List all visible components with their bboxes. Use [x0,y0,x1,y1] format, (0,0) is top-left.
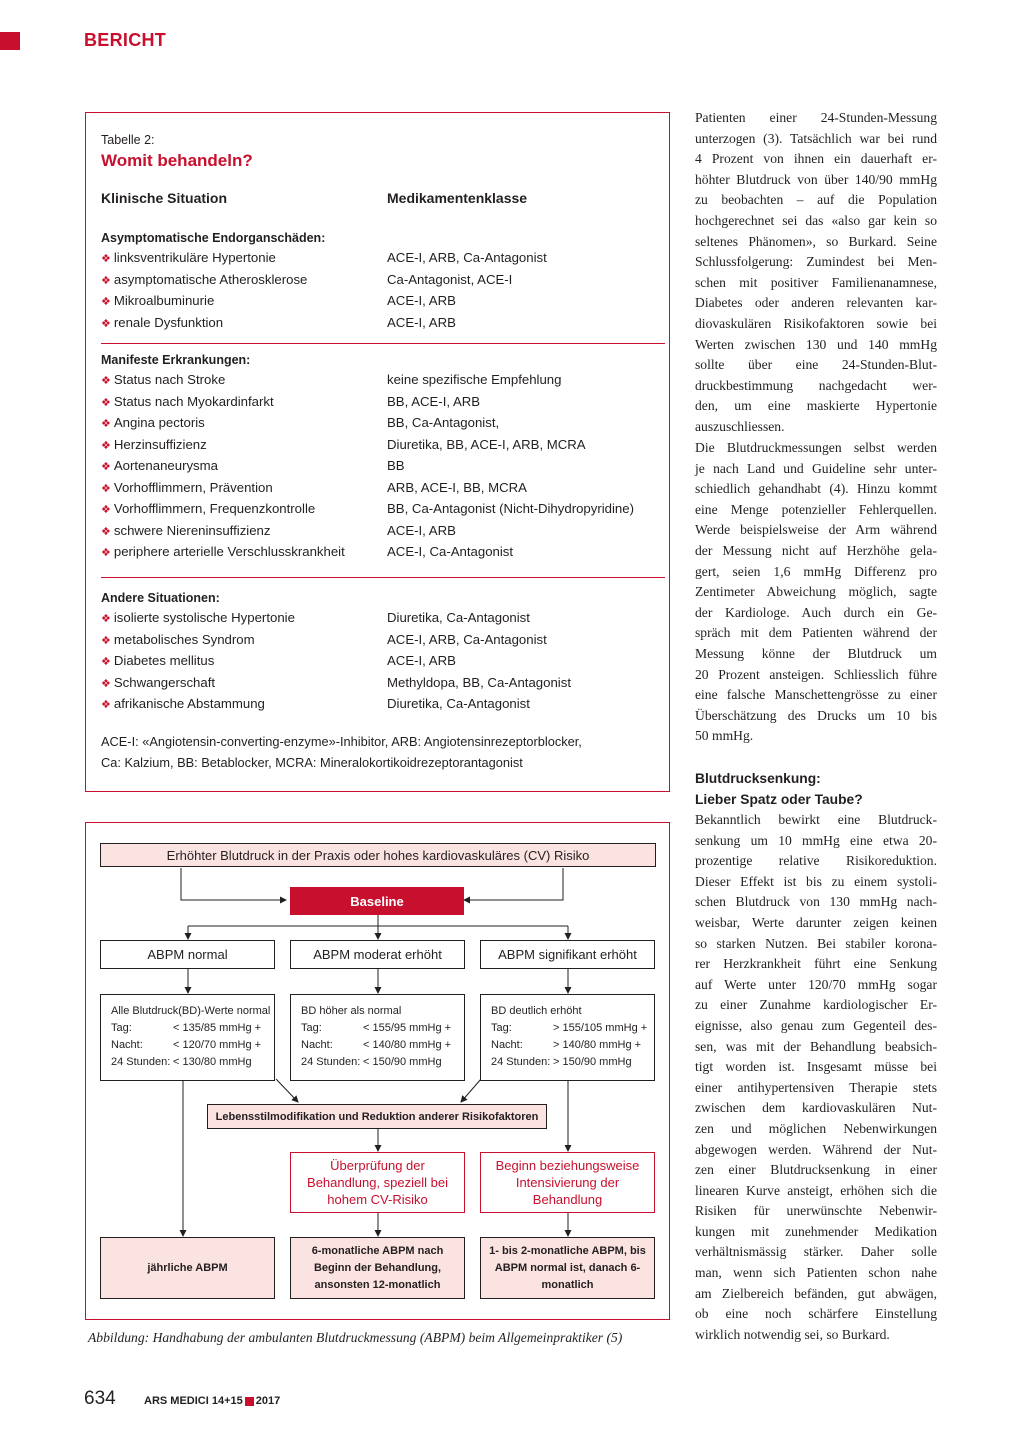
situation-text: afrikanische Abstammung [113,696,265,711]
table-row [101,415,661,436]
criteria-key: Tag: [111,1022,132,1034]
divider [101,343,665,344]
subheading [695,768,863,810]
criteria-key: Nacht: [301,1039,333,1051]
bullet-icon: ❖ [101,396,111,409]
table-row [101,544,661,565]
situation-cell [101,610,295,625]
situation-text: schwere Niereninsuffizienz [113,522,271,538]
text-line: sollte über eine 24-Stunden-Blut- [695,357,937,373]
drug-class-cell: Ca-Antagonist, ACE-I [387,271,513,287]
table-row [101,501,661,522]
drug-class-cell: ACE-I, Ca-Antagonist [387,544,514,559]
text-line: auszuschliessen. [695,418,785,434]
situation-cell [101,315,223,330]
text-line: Die Blutdruckmessungen selbst werden [695,440,937,455]
criteria-title: BD deutlich erhöht [491,1005,582,1017]
criteria-key: 24 Stunden: [491,1056,551,1068]
situation-text: Status nach Myokardinfarkt [113,393,274,409]
body-paragraph-1 [695,108,937,438]
drug-class-cell: ARB, ACE-I, BB, MCRA [387,479,527,495]
criteria-value: < 120/70 mmHg + [173,1039,262,1051]
journal-square [245,1397,254,1406]
text-line: Messung könne der Blutdruck um [695,645,937,661]
table-row [101,632,661,653]
drug-class-cell: Diuretika, BB, ACE-I, ARB, MCRA [387,436,586,452]
bullet-icon: ❖ [101,504,111,516]
criteria-value: < 150/90 mmHg [363,1056,442,1068]
situation-text: periphere arterielle Verschlusskrankheit [113,544,345,559]
table-box [85,112,670,792]
journal-year: 2017 [255,1395,281,1407]
text-line: Risiken für unerwünschte Nebenwir- [695,1203,937,1219]
baseline-label: Baseline [350,893,404,909]
text-line: seltenes Phänomen», so Burkard. Seine [695,233,937,249]
text-line: schen mit positiver Familienanamnese, [695,274,937,290]
text-line: diovaskulären Risikofaktoren sowie bei [695,315,937,331]
drug-class-cell: ACE-I, ARB, Ca-Antagonist [387,631,547,647]
column-header-drugs: Medikamentenklasse [387,190,528,206]
drug-class-cell: Diuretika, Ca-Antagonist [387,610,530,625]
situation-text: linksventrikuläre Hypertonie [113,250,276,265]
situation-cell [101,437,207,452]
text-line: der Messung nicht auf Herzhöhe gela- [695,542,937,558]
text-line: unterzogen (3). Tatsächlich war bei rund [695,130,937,146]
group-heading: Manifeste Erkrankungen: [101,353,251,367]
six-month-abpm-label: 6-monatliche ABPM nach Beginn der Behandlung, ansonsten 12-monatlich [311,1244,444,1291]
text-line: 20 Prozent ansteigen. Schliesslich führe [695,666,937,682]
yearly-abpm-label: jährliche ABPM [147,1262,228,1274]
text-line: am Zielbereich befänden, gut abwägen, [695,1285,937,1301]
bullet-icon: ❖ [101,699,111,711]
bullet-icon: ❖ [101,274,111,287]
column-header-situation: Klinische Situation [101,190,228,206]
text-line: spräch mit dem Patienten während der [695,625,937,641]
bullet-icon: ❖ [101,418,111,430]
criteria-title: Alle Blutdruck(BD)-Werte normal [111,1005,271,1017]
text-line: ob eine noch schärfere Einstellung [695,1306,937,1322]
table-title: Womit behandeln? [101,151,253,170]
situation-cell [101,632,255,647]
situation-text: Aortenaneurysma [113,458,218,473]
figure-caption: Abbildung: Handhabung der ambulanten Blutdruckmessung (ABPM) beim Allgemeinpraktiker (5) [88,1330,623,1345]
criteria-title: BD höher als normal [301,1005,402,1017]
start-treatment-box [480,1152,655,1213]
table-row [101,293,661,314]
corner-mark [0,32,20,50]
situation-cell [101,250,276,265]
journal-name [144,1395,280,1407]
criteria-key: Tag: [301,1022,322,1034]
text-line: so starken Nutzen. Bei stabiler korona- [695,935,937,951]
text-line: prozentige relative Risikoreduktion. [695,853,937,869]
table-row [101,523,661,544]
bullet-icon: ❖ [101,525,111,538]
text-line: Patienten einer 24-Stunden-Messung [695,110,937,125]
criteria-value: < 155/95 mmHg + [363,1022,452,1034]
bullet-icon: ❖ [101,634,111,647]
situation-text: metabolisches Syndrom [113,631,255,647]
flowchart [85,822,670,1320]
situation-text: Vorhofflimmern, Prävention [113,479,273,495]
text-line: je nach Land und Guideline sehr unter- [695,460,937,476]
text-line: zu beobachten – auf die Population [695,192,937,208]
situation-cell [101,415,205,430]
text-line: Werde beispielsweise der Arm während [695,522,937,538]
bullet-icon: ❖ [101,461,111,473]
situation-text: asymptomatische Atherosklerose [113,271,308,287]
drug-class-cell: keine spezifische Empfehlung [387,372,562,387]
review-label: Überprüfung der Behandlung, speziell bei hohem CV-Risiko [307,1158,448,1207]
situation-text: Status nach Stroke [113,372,226,387]
six-month-abpm-box [290,1237,465,1299]
criteria-value: < 130/80 mmHg [173,1056,252,1068]
review-box [290,1152,465,1213]
table-row [101,480,661,501]
text-line: wirklich notwendig sei, so Burkard. [695,1326,890,1342]
drug-class-cell: ACE-I, ARB, Ca-Antagonist [387,250,547,265]
abpm-moderate-label: ABPM moderat erhöht [313,947,442,962]
table-row [101,372,661,393]
criteria-significant [480,994,655,1081]
situation-cell [101,523,271,538]
text-line: Zentimeter Abweichung möglich, sagte [695,584,937,600]
drug-class-cell: BB, ACE-I, ARB [387,393,481,409]
situation-text: Angina pectoris [113,415,205,430]
body-paragraph-3 [695,810,937,1345]
text-line: Überschätzung des Drucks um 10 bis [695,707,937,723]
situation-cell [101,480,273,495]
drug-class-cell: BB, Ca-Antagonist (Nicht-Dihydropyridine) [387,501,634,516]
footnote-line: Ca: Kalzium, BB: Betablocker, MCRA: Mineralokortikoidrezeptorantagonist [101,755,523,770]
abpm-moderate-box [290,940,465,969]
drug-class-cell: BB, Ca-Antagonist, [387,415,500,430]
table-row [101,653,661,674]
journal-title: ARS MEDICI 14+15 [144,1395,243,1407]
text-line: Diabetes oder anderen relevanten kar- [695,295,937,311]
criteria-key: 24 Stunden: [111,1056,171,1068]
bullet-icon: ❖ [101,317,111,330]
text-line: man, wenn sich Patienten schon nahe [695,1265,937,1281]
text-line: tigt worden ist. Insgesamt müsse bei [695,1059,937,1075]
text-line: verhältnismässig stärker. Daher solle [695,1244,937,1260]
text-line: den, um eine maskierte Hypertonie [695,398,937,414]
situation-cell [101,272,307,287]
criteria-key: Nacht: [491,1039,523,1051]
criteria-value: < 135/85 mmHg + [173,1022,262,1034]
situation-cell [101,675,215,690]
situation-text: Mikroalbuminurie [113,293,215,308]
text-line: gert, seien 1,6 mmHg Differenz pro [695,563,937,579]
situation-cell [101,372,225,387]
drug-class-cell: ACE-I, ARB [387,314,456,330]
situation-cell [101,293,214,308]
text-line: kungen mit zunehmender Medikation [695,1223,937,1239]
text-line: druckbestimmung nachgedacht wer- [695,377,937,393]
bullet-icon: ❖ [101,439,111,452]
drug-class-cell: Diuretika, Ca-Antagonist [387,696,530,711]
bullet-icon: ❖ [101,375,111,387]
criteria-key: 24 Stunden: [301,1056,361,1068]
bullet-icon: ❖ [101,613,111,625]
bullet-icon: ❖ [101,677,111,690]
drug-class-cell: Methyldopa, BB, Ca-Antagonist [387,674,571,690]
text-line: abgewogen werden. Während der Nut- [695,1141,937,1157]
flow-start-box [100,843,656,867]
situation-text: Herzinsuffizienz [113,436,207,452]
table-row [101,458,661,479]
text-line: auf Werte unter 120/70 mmHg sogar [695,976,937,992]
text-line: schen Blutdruck von 130 mmHg nach- [695,894,937,910]
footnote-line: ACE-I: «Angiotensin-converting-enzyme»-Inhibitor, ARB: Angiotensinrezeptorblocker, [101,734,582,749]
table-row [101,272,661,293]
bullet-icon: ❖ [101,482,111,495]
table-row [101,437,661,458]
text-line: 4 Prozent von ihnen ein dauerhaft er- [695,151,937,167]
table-caption: Tabelle 2: [101,133,155,147]
one-two-month-abpm-box [480,1237,655,1299]
text-line: der Kardiologe. Auch durch ein Ge- [695,604,937,620]
situation-text: Schwangerschaft [113,674,216,690]
drug-class-cell: ACE-I, ARB [387,293,456,308]
text-line: hochgerechnet sei das «also gar kein so [695,212,937,228]
abpm-normal-label: ABPM normal [147,947,228,962]
drug-class-cell: BB [387,458,405,473]
situation-cell [101,653,214,668]
table-row [101,315,661,336]
text-line: weisbar, Werte darunter zeigen keinen [695,914,937,930]
text-line: Werten zwischen 130 und 140 mmHg [695,336,937,352]
group-heading: Asymptomatische Endorganschäden: [101,231,326,245]
body-paragraph-2 [695,438,937,747]
text-line: zwischen dem kardiovaskulären Nut- [695,1100,937,1116]
bullet-icon: ❖ [101,656,111,668]
text-line: sen, was mit der Behandlung beabsich- [695,1038,937,1054]
table-row [101,250,661,271]
text-line: zen einer Blutdrucksenkung in einer [695,1162,937,1178]
situation-text: Diabetes mellitus [113,653,215,668]
table-row [101,696,661,717]
table-footnote [101,731,666,773]
criteria-value: > 150/90 mmHg [553,1056,632,1068]
situation-cell [101,458,218,473]
group-heading: Andere Situationen: [101,591,220,605]
text-line: eine falsche Manschettengrösse zu einer [695,687,937,703]
criteria-moderate [290,994,465,1081]
situation-text: Vorhofflimmern, Frequenzkontrolle [113,501,316,516]
drug-class-cell: ACE-I, ARB [387,522,456,538]
subheading-line: Blutdrucksenkung: [695,771,821,786]
text-line: zu einer Zunahme kardiologischer Er- [695,997,937,1013]
criteria-key: Nacht: [111,1039,143,1051]
table-row [101,610,661,631]
abpm-significant-box [480,940,655,969]
drug-class-cell: ACE-I, ARB [387,653,456,668]
table-row [101,394,661,415]
baseline-box [290,887,464,915]
criteria-value: > 155/105 mmHg + [553,1022,648,1034]
bullet-icon: ❖ [101,547,111,559]
criteria-key: Tag: [491,1022,512,1034]
criteria-value: > 140/80 mmHg + [553,1039,642,1051]
situation-cell [101,696,265,711]
text-line: eine Menge potenzieller Fehlerquellen. [695,501,937,517]
abpm-normal-box [100,940,275,969]
situation-text: isolierte systolische Hypertonie [113,610,295,625]
text-line: senkung um 10 mmHg eine etwa 20- [695,832,937,848]
one-two-month-abpm-label: 1- bis 2-monatliche ABPM, bis ABPM normal ist, danach 6-monatlich [489,1244,646,1291]
text-line: einer antihypertensiven Therapie stets [695,1079,937,1095]
criteria-value: < 140/80 mmHg + [363,1039,452,1051]
abpm-significant-label: ABPM signifikant erhöht [498,947,637,962]
page-number: 634 [84,1388,116,1409]
text-line: schiedlich gehandhabt (4). Hinzu kommt [695,481,937,497]
situation-text: renale Dysfunktion [113,314,224,330]
bullet-icon: ❖ [101,296,111,308]
section-label: BERICHT [84,30,167,50]
text-line: eignisse, also genau zum Gegenteil des- [695,1017,937,1033]
criteria-normal [100,994,275,1081]
yearly-abpm-box [100,1237,275,1299]
text-line: linearen Kurve ansteigt, erhöhen sich die [695,1182,937,1198]
text-line: Bekanntlich bewirkt eine Blutdruck- [695,812,937,827]
lifestyle-box [207,1104,547,1129]
situation-cell [101,544,345,559]
bullet-icon: ❖ [101,253,111,265]
text-line: zen und möglichen Nebenwirkungen [695,1120,937,1136]
text-line: Dieser Effekt ist bis zu einem systoli- [695,873,937,889]
text-line: Schlussfolgerung: Zumindest bei Men- [695,254,937,270]
lifestyle-label: Lebensstilmodifikation und Reduktion anderer Risikofaktoren [215,1110,539,1123]
flow-start-label: Erhöhter Blutdruck in der Praxis oder hohes kardiovaskuläres (CV) Risiko [166,847,590,863]
text-line: 50 mmHg. [695,728,754,744]
text-line: rer Herzkrankheit führt eine Senkung [695,956,937,972]
table-row [101,675,661,696]
divider [101,577,665,578]
situation-cell [101,501,315,516]
start-treatment-label: Beginn beziehungsweise Intensivierung der Behandlung [495,1158,640,1207]
subheading-line: Lieber Spatz oder Taube? [695,792,863,807]
text-line: höhter Blutdruck von über 140/90 mmHg [695,171,937,187]
situation-cell [101,394,274,409]
